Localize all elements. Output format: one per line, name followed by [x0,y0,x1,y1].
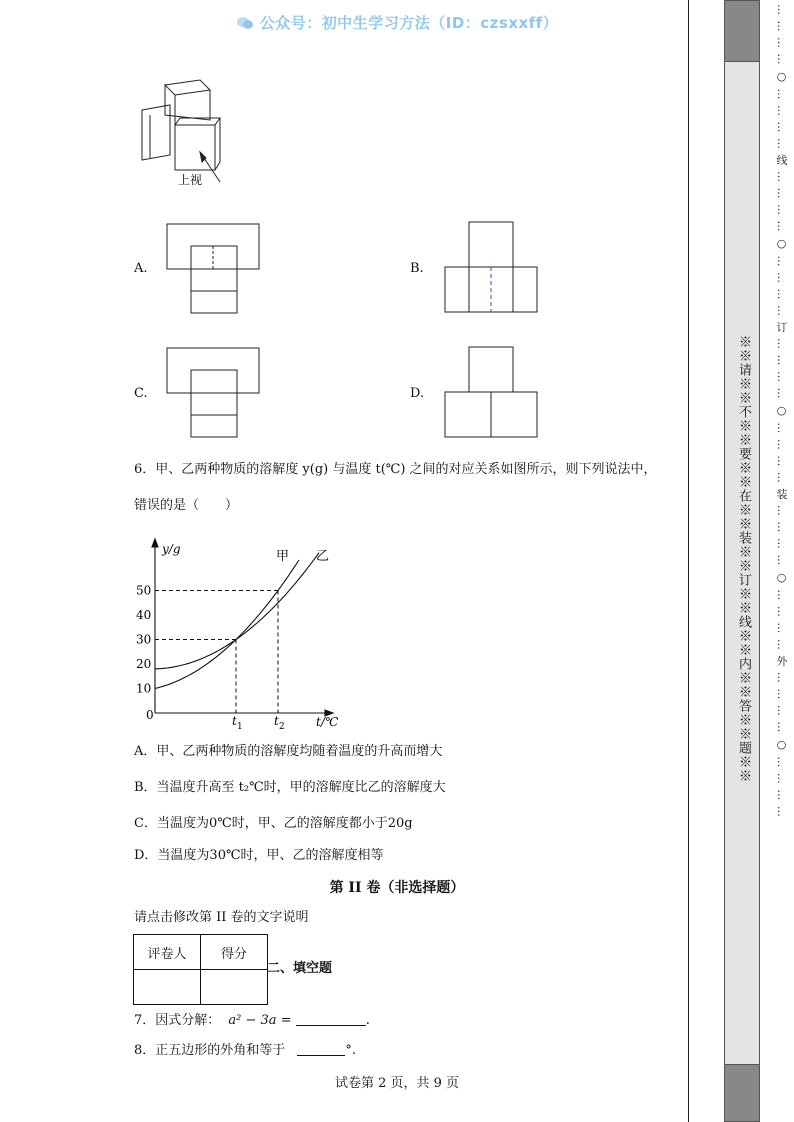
score-cell-score [201,970,268,1005]
score-cell-grader [134,970,201,1005]
series-yi-label: 乙 [316,549,330,564]
option-a-figure [165,222,265,317]
section-title: 第 II 卷（非选择题） [329,880,465,896]
y-tick-label: 50 [136,583,152,598]
q8-prefix: 8．正五边形的外角和等于 [134,1043,286,1058]
q6-option-b: B．当温度升高至 t₂℃时，甲的溶解度比乙的溶解度大 [134,780,446,795]
origin-label: 0 [146,708,154,722]
solubility-chart [130,535,345,735]
seal-mark-ding: 订 [775,321,788,334]
option-a-label: A. [134,261,148,276]
binding-notice: ※※请※※不※※要※※在※※装※※订※※线※※内※※答※※题※※ [736,335,751,783]
q7-suffix: . [365,1013,370,1028]
y-axis-arrow [152,539,158,547]
seal-mark-xian: 线 [775,154,788,167]
y-tick-label: 40 [136,608,152,622]
q6-line2: 错误的是（ ） [134,498,239,513]
series-jia [155,560,299,689]
q8-suffix: °. [345,1043,357,1058]
watermark-text: 公众号：初中生学习方法（ID：czsxxff） [259,14,559,32]
watermark [0,12,794,33]
section-subtitle: 请点击修改第 II 卷的文字说明 [134,910,309,925]
q6-option-a: A．甲、乙两种物质的溶解度均随着温度的升高而增大 [134,744,443,759]
seal-circle-2: ○ [775,236,788,251]
q7-prefix: 7．因式分解： [134,1013,221,1028]
series-yi [155,553,319,669]
fill-blank-heading: 二、填空题 [267,961,333,976]
seal-circle-4: ○ [775,570,788,585]
y-tick-label: 30 [136,632,152,647]
y-axis-label: y/g [162,542,181,556]
q6-option-d: D．当温度为30℃时，甲、乙的溶解度相等 [134,848,384,863]
q6-line1: 6．甲、乙两种物质的溶解度 y(g) 与温度 t(℃) 之间的对应关系如图所示，则下列说法中， [134,462,657,477]
binding-line [688,0,689,1122]
seal-mark-zhuang: 装 [775,488,788,501]
wechat-icon [236,16,254,30]
q7 [134,1012,370,1030]
x-tick-label: t [274,714,279,728]
page-footer: 试卷第 2 页，共 9 页 [334,1076,460,1091]
q8 [134,1042,356,1060]
cube-figure [130,70,240,195]
q7-answer-blank[interactable] [296,1025,366,1026]
series-jia-label: 甲 [276,549,290,564]
q7-expression: a² − 3a = [228,1013,292,1028]
option-d-figure [443,345,539,441]
binding-dark-bottom [724,1064,760,1122]
binding-dark-top [724,0,760,62]
seal-circle-5: ○ [775,737,788,752]
score-table-col2: 得分 [201,935,268,970]
x-axis-label: t/℃ [316,715,339,729]
option-c-figure [165,346,265,441]
seal-circle-3: ○ [775,403,788,418]
score-table-col1: 评卷人 [134,935,201,970]
y-tick-label: 10 [136,681,152,696]
x-tick-subscript: 1 [237,722,243,732]
option-c-label: C. [134,386,148,401]
option-b-label: B. [410,261,424,276]
q8-answer-blank[interactable] [297,1055,345,1056]
x-tick-subscript: 2 [279,722,285,732]
seal-circle-1: ○ [775,70,788,84]
option-b-figure [443,220,539,316]
y-tick-label: 20 [136,657,152,671]
seal-line: … … … … ○ … … … … 线 … … … … ○ … … … … 订 … … … … ○ … … … … 装 … … … … ○ … … … … 外 … … … … ○ … … … … [775,4,788,818]
view-direction-label: 上视 [178,173,203,187]
seal-mark-wai: 外 [775,655,788,668]
option-d-label: D. [410,386,425,401]
x-tick-label: t [232,714,237,728]
score-table [133,934,268,1005]
q6-option-c: C．当温度为0℃时，甲、乙的溶解度都小于20g [134,816,413,831]
